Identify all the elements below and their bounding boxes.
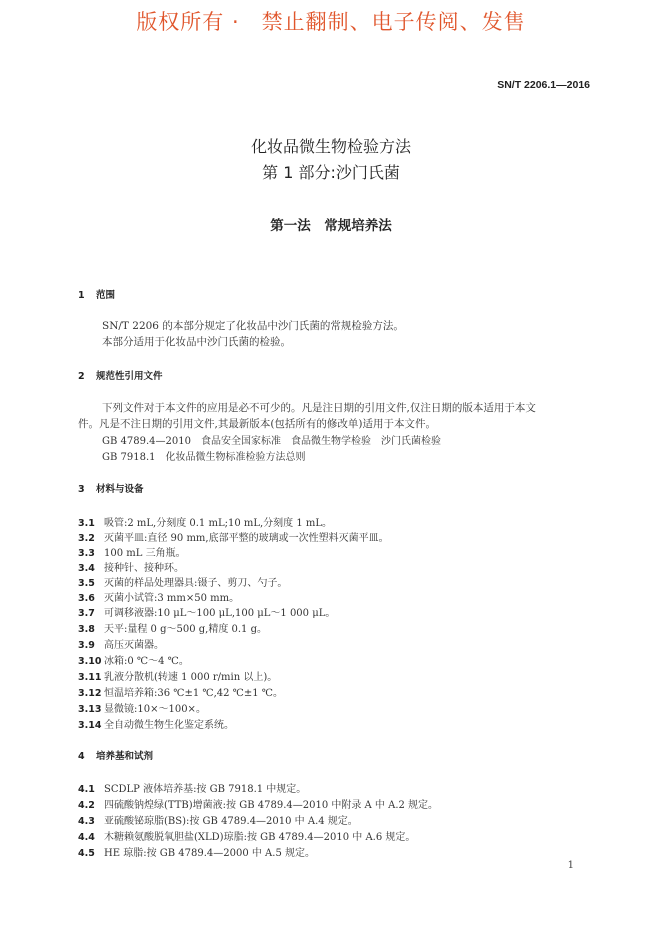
clause-text: 乳液分散机(转速 1 000 r/min 以上)。 bbox=[104, 672, 278, 683]
section-number: 2 bbox=[78, 371, 85, 382]
references-intro: 下列文件对于本文件的应用是必不可少的。凡是注日期的引用文件,仅注日期的版本适用于本文 bbox=[102, 402, 536, 414]
clause-text: 四硫酸钠煌绿(TTB)增菌液:按 GB 4789.4—2010 中附录 A 中 A.2 规定。 bbox=[104, 800, 439, 811]
clause-number: 4.5 bbox=[78, 848, 95, 859]
clause-text: 恒温培养箱:36 ℃±1 ℃,42 ℃±1 ℃。 bbox=[104, 688, 283, 699]
media-item bbox=[78, 812, 358, 827]
clause-text: 显微镜:10×～100×。 bbox=[104, 704, 206, 715]
clause-number: 3.14 bbox=[78, 720, 102, 731]
clause-number: 3.1 bbox=[78, 518, 95, 529]
document-title: 化妆品微生物检验方法 bbox=[250, 137, 411, 156]
clause-number: 3.7 bbox=[78, 608, 95, 619]
clause-number: 4.2 bbox=[78, 800, 95, 811]
clause-number: 3.9 bbox=[78, 640, 95, 651]
equipment-item bbox=[78, 559, 184, 574]
equipment-item bbox=[78, 604, 335, 619]
clause-number: 3.5 bbox=[78, 578, 95, 589]
clause-text: 天平:量程 0 g～500 g,精度 0.1 g。 bbox=[104, 624, 267, 635]
equipment-item bbox=[78, 544, 186, 559]
clause-number: 3.4 bbox=[78, 563, 95, 574]
clause-number: 3.8 bbox=[78, 624, 95, 635]
document-subtitle: 第 1 部分:沙门氏菌 bbox=[262, 163, 400, 182]
clause-number: 3.6 bbox=[78, 593, 95, 604]
clause-number: 3.12 bbox=[78, 688, 102, 699]
equipment-item bbox=[78, 652, 189, 667]
equipment-item bbox=[78, 684, 283, 699]
clause-text: 接种针、接种环。 bbox=[104, 563, 184, 574]
reference-item: GB 4789.4—2010 食品安全国家标准 食品微生物学检验 沙门氏菌检验 bbox=[102, 436, 441, 447]
clause-text: 木糖赖氨酸脱氧胆盐(XLD)琼脂:按 GB 4789.4—2010 中 A.6 规定。 bbox=[104, 832, 416, 843]
clause-text: 灭菌小试管:3 mm×50 mm。 bbox=[104, 593, 240, 604]
scope-paragraph: 本部分适用于化妆品中沙门氏菌的检验。 bbox=[102, 336, 291, 348]
clause-number: 3.11 bbox=[78, 672, 102, 683]
references-intro-continued: 件。凡是不注日期的引用文件,其最新版本(包括所有的修改单)适用于本文件。 bbox=[78, 418, 437, 430]
method-title: 第一法 常规培养法 bbox=[270, 218, 392, 234]
section-title: 规范性引用文件 bbox=[96, 371, 163, 382]
clause-text: 吸管:2 mL,分刻度 0.1 mL;10 mL,分刻度 1 mL。 bbox=[104, 518, 333, 529]
clause-number: 3.10 bbox=[78, 656, 102, 667]
standard-number: SN/T 2206.1—2016 bbox=[497, 79, 590, 91]
equipment-item bbox=[78, 529, 389, 544]
section-title: 范围 bbox=[96, 290, 116, 301]
equipment-item bbox=[78, 574, 287, 589]
equipment-item bbox=[78, 589, 239, 604]
section-title: 培养基和试剂 bbox=[96, 751, 154, 762]
clause-text: 灭菌的样品处理器具:镊子、剪刀、勺子。 bbox=[104, 578, 288, 589]
media-item bbox=[78, 796, 438, 811]
section-number: 3 bbox=[78, 484, 85, 495]
clause-number: 4.1 bbox=[78, 784, 95, 795]
equipment-item bbox=[78, 636, 164, 651]
clause-text: SCDLP 液体培养基:按 GB 7918.1 中规定。 bbox=[104, 784, 307, 795]
equipment-item bbox=[78, 514, 332, 529]
equipment-item bbox=[78, 716, 234, 731]
page-number: 1 bbox=[567, 860, 574, 871]
clause-number: 3.2 bbox=[78, 533, 95, 544]
clause-text: 灭菌平皿:直径 90 mm,底部平整的玻璃或一次性塑料灭菌平皿。 bbox=[104, 533, 389, 544]
clause-text: 100 mL 三角瓶。 bbox=[104, 548, 186, 559]
equipment-item bbox=[78, 700, 206, 715]
media-item bbox=[78, 844, 315, 859]
clause-number: 4.4 bbox=[78, 832, 95, 843]
clause-number: 4.3 bbox=[78, 816, 95, 827]
section-heading-scope bbox=[78, 287, 115, 301]
reference-item: GB 7918.1 化妆品微生物标准检验方法总则 bbox=[102, 452, 306, 463]
clause-number: 3.13 bbox=[78, 704, 102, 715]
section-title: 材料与设备 bbox=[96, 484, 144, 495]
section-number: 1 bbox=[78, 290, 85, 301]
clause-text: HE 琼脂:按 GB 4789.4—2000 中 A.5 规定。 bbox=[104, 848, 316, 859]
section-heading-media-reagents bbox=[78, 748, 153, 762]
clause-text: 可调移液器:10 μL～100 μL,100 μL～1 000 μL。 bbox=[104, 608, 336, 619]
clause-text: 全自动微生物生化鉴定系统。 bbox=[104, 720, 234, 731]
media-item bbox=[78, 780, 306, 795]
clause-number: 3.3 bbox=[78, 548, 95, 559]
copyright-watermark: 版权所有 · 禁止翻制、电子传阅、发售 bbox=[136, 10, 526, 34]
clause-text: 亚硫酸铋琼脂(BS):按 GB 4789.4—2010 中 A.4 规定。 bbox=[104, 816, 358, 827]
section-heading-materials-equipment bbox=[78, 481, 144, 495]
section-number: 4 bbox=[78, 751, 85, 762]
equipment-item bbox=[78, 668, 277, 683]
clause-text: 冰箱:0 ℃～4 ℃。 bbox=[104, 656, 189, 667]
equipment-item bbox=[78, 620, 267, 635]
section-heading-normative-references bbox=[78, 368, 163, 382]
scope-paragraph: SN/T 2206 的本部分规定了化妆品中沙门氏菌的常规检验方法。 bbox=[102, 320, 404, 332]
media-item bbox=[78, 828, 415, 843]
clause-text: 高压灭菌器。 bbox=[104, 640, 164, 651]
